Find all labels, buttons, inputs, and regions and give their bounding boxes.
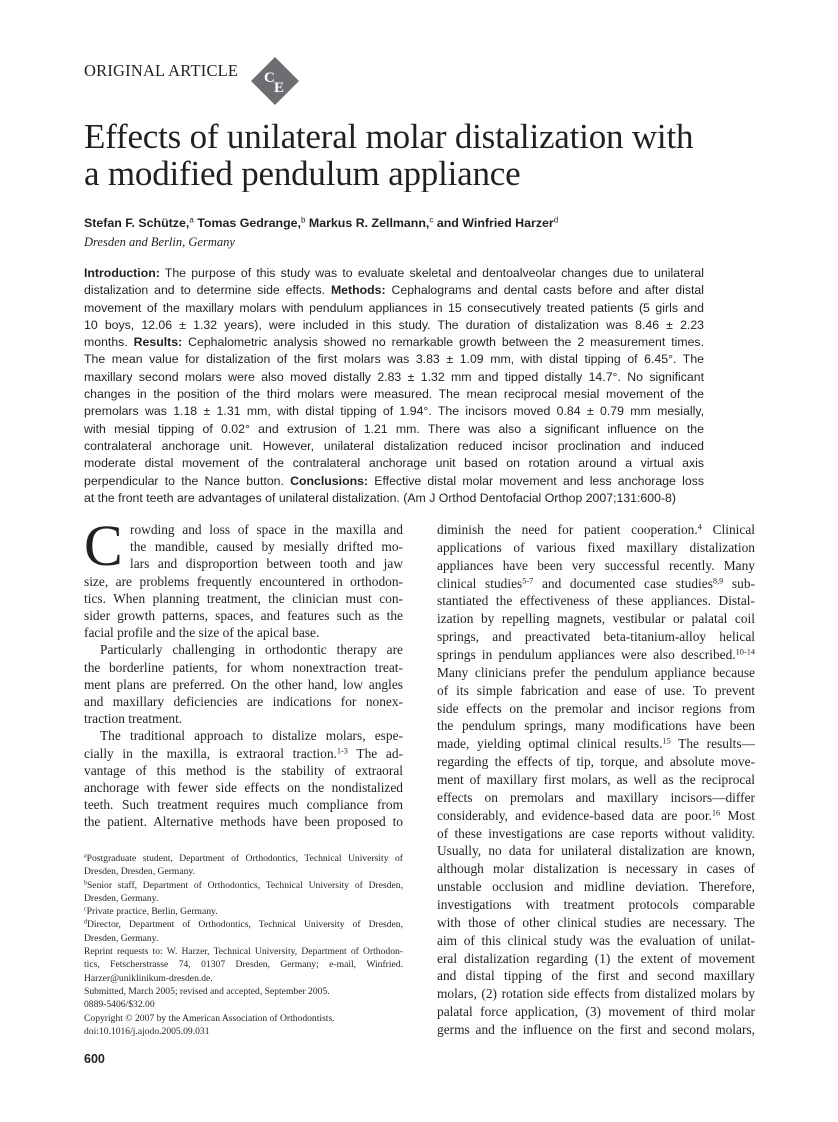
text-line bbox=[84, 985, 403, 998]
text-segment: movement of the maxillary molars with pendulum appliances in 15 consecutively treated patients (5 girls and bbox=[84, 300, 704, 315]
text-segment: springs, and preactivated beta-titanium-alloy helical bbox=[437, 629, 755, 645]
text-segment: rowding and loss of space in the maxilla and bbox=[130, 522, 403, 537]
author-sup: a bbox=[189, 215, 194, 225]
text-line bbox=[84, 958, 403, 971]
text-segment: clinical studies bbox=[437, 575, 523, 591]
text-segment: The ad- bbox=[347, 745, 403, 761]
text-line bbox=[437, 664, 755, 682]
text-segment: springs in pendulum appliances were also described. bbox=[437, 647, 736, 663]
text-segment: Effective distal molar movement and less anchorage loss bbox=[368, 473, 704, 488]
body-column-left bbox=[84, 521, 403, 831]
text-line bbox=[84, 369, 704, 386]
title-line: Effects of unilateral molar distalization with bbox=[84, 118, 694, 155]
text-line bbox=[84, 421, 704, 438]
text-segment: the pendulum springs, many modifications have been bbox=[437, 718, 755, 734]
citation-superscript: a bbox=[84, 853, 87, 860]
text-line bbox=[437, 592, 755, 610]
text-line bbox=[84, 386, 704, 403]
text-line bbox=[130, 521, 403, 538]
text-line bbox=[84, 710, 403, 727]
text-segment: Cephalograms and dental casts before and after distal bbox=[385, 283, 704, 298]
text-line bbox=[84, 745, 403, 762]
text-line bbox=[84, 905, 403, 918]
text-line bbox=[437, 950, 755, 968]
text-line bbox=[437, 628, 755, 646]
citation-superscript: 8,9 bbox=[712, 576, 724, 586]
text-segment: with mesial tipping of 0.02° and extrusion of 1.21 mm. There was also a significant influence on the bbox=[84, 421, 704, 436]
text-segment: changes in the position of the third molars were measured. The mean reciprocal mesial movement of the bbox=[84, 387, 704, 402]
abstract bbox=[84, 265, 704, 507]
drop-cap: C bbox=[84, 513, 123, 578]
text-segment: of these investigations are case reports without validity. bbox=[437, 825, 755, 841]
text-segment: Senior staff, Department of Orthodontics, Technical University of Dresden, bbox=[86, 879, 403, 891]
page-number: 600 bbox=[84, 1052, 105, 1066]
text-line bbox=[84, 865, 403, 878]
text-segment: months. bbox=[84, 335, 134, 350]
text-line bbox=[437, 539, 755, 557]
author: and Winfried Harzer bbox=[433, 216, 554, 230]
text-line bbox=[84, 403, 704, 420]
text-line bbox=[84, 282, 704, 299]
text-line bbox=[437, 914, 755, 932]
text-line bbox=[437, 610, 755, 628]
text-line bbox=[84, 659, 403, 676]
text-line bbox=[84, 945, 403, 958]
text-line bbox=[84, 813, 403, 830]
citation-superscript: 4 bbox=[697, 522, 702, 532]
text-line bbox=[84, 932, 403, 945]
text-segment: stantiated the effectiveness of these appliances. Distal- bbox=[437, 593, 755, 609]
text-line bbox=[84, 607, 403, 624]
text-segment: lars and disproportion between tooth and jaw bbox=[130, 556, 403, 572]
continuing-education-logo bbox=[250, 56, 300, 106]
text-segment: Harzer@uniklinikum-dresden.de. bbox=[84, 972, 213, 984]
text-segment: Cephalometric analysis showed no remarkable growth between the 2 measurement times. bbox=[182, 335, 704, 350]
text-segment: perpendicular to the Nance button. bbox=[84, 473, 291, 488]
text-segment: anchorage with fewer side effects on the nondistalized bbox=[84, 780, 403, 796]
text-line bbox=[437, 825, 755, 843]
text-segment: the patient. Alternative methods have been proposed to bbox=[84, 814, 403, 830]
footnotes bbox=[84, 852, 403, 1038]
text-segment: regarding the effects of tip, torque, and absolute move- bbox=[437, 754, 755, 770]
text-segment: made, yielding optimal clinical results. bbox=[437, 736, 663, 752]
text-segment: side effects on the premolar and incisor regions from bbox=[437, 700, 755, 716]
text-segment: ment of maxillary first molars, as well as the reciprocal bbox=[437, 772, 755, 788]
text-segment: 10 boys, 12.06 ± 1.32 years), were included in this study. The duration of distalization was 8.46 ± 2.23 bbox=[84, 317, 704, 332]
text-line bbox=[437, 521, 755, 539]
text-segment: the mandible, caused by mesially drifted mo- bbox=[130, 539, 403, 555]
citation-superscript: 15 bbox=[662, 736, 671, 746]
text-line bbox=[84, 892, 403, 905]
text-line bbox=[437, 878, 755, 896]
text-line bbox=[84, 317, 704, 334]
text-line bbox=[437, 967, 755, 985]
text-segment: moderate distal movement of the contralateral anchorage unit based on rotation around a virtual axis bbox=[84, 456, 704, 471]
text-segment: unstable occlusion and midline deviation. Therefore, bbox=[437, 879, 755, 895]
text-segment: Reprint requests to: W. Harzer, Technical University, Department of Orthodon- bbox=[84, 946, 403, 958]
text-line bbox=[84, 796, 403, 813]
text-segment: Private practice, Berlin, Germany. bbox=[86, 906, 218, 918]
text-segment: premolars was 1.18 ± 1.31 mm, with distal tipping of 1.94°. The incisors moved 0.84 ± 0.79 mm mesially, bbox=[84, 404, 704, 419]
text-line bbox=[437, 753, 755, 771]
text-segment: Clinical bbox=[701, 522, 755, 537]
text-segment: investigations with treatment protocols comparable bbox=[437, 897, 755, 913]
text-segment: tics. When planning treatment, the clinician must con- bbox=[84, 590, 403, 606]
text-segment: and distal tipping of the first and second maxillary bbox=[437, 968, 755, 984]
text-line bbox=[84, 473, 704, 490]
text-segment: cially in the maxilla, is extraoral traction. bbox=[84, 745, 337, 761]
text-line bbox=[84, 334, 704, 351]
title-line: a modified pendulum appliance bbox=[84, 155, 521, 192]
text-segment: Copyright © 2007 by the American Association of Orthodontists. bbox=[84, 1012, 335, 1024]
section-heading: Methods: bbox=[330, 283, 386, 298]
text-line bbox=[437, 771, 755, 789]
text-line bbox=[437, 1003, 755, 1021]
author: Tomas Gedrange, bbox=[193, 216, 301, 230]
affiliation: Dresden and Berlin, Germany bbox=[84, 235, 235, 249]
text-line bbox=[84, 879, 403, 892]
text-line bbox=[84, 641, 403, 658]
text-line bbox=[84, 438, 704, 455]
text-segment: 0889-5406/$32.00 bbox=[84, 999, 155, 1011]
text-segment: facial profile and the size of the apical base. bbox=[84, 625, 320, 641]
text-segment: Particularly challenging in orthodontic therapy are bbox=[100, 642, 403, 658]
citation-superscript: b bbox=[84, 880, 87, 887]
text-segment: The mean value for distalization of the first molars was 3.83 ± 1.09 mm, with distal tipping of 6.45°. The bbox=[84, 352, 704, 367]
text-segment: traction treatment. bbox=[84, 711, 183, 727]
svg-text:E: E bbox=[274, 80, 285, 96]
text-line bbox=[437, 717, 755, 735]
text-line bbox=[437, 985, 755, 1003]
section-heading: Conclusions: bbox=[290, 473, 369, 488]
text-line bbox=[437, 789, 755, 807]
text-line bbox=[437, 896, 755, 914]
text-line bbox=[84, 918, 403, 931]
text-segment: effects on premolars and maxillary incisors—differ bbox=[437, 789, 755, 805]
text-line bbox=[84, 590, 403, 607]
text-line bbox=[437, 1021, 755, 1039]
citation-superscript: 10-14 bbox=[735, 647, 755, 657]
text-segment: sub- bbox=[723, 575, 755, 591]
text-line bbox=[437, 557, 755, 575]
author: Markus R. Zellmann, bbox=[305, 216, 430, 230]
text-segment: germs and the influence on the first and second molars, bbox=[437, 1022, 755, 1038]
author-list bbox=[84, 216, 558, 230]
text-segment: Most bbox=[720, 807, 755, 823]
text-line bbox=[84, 300, 704, 317]
article-title bbox=[84, 118, 693, 192]
author-sup: c bbox=[429, 215, 434, 225]
text-line bbox=[437, 932, 755, 950]
author-sup: b bbox=[300, 215, 306, 225]
text-segment: the borderline patients, for whom nonextraction treat- bbox=[84, 659, 403, 675]
author-sup: d bbox=[553, 215, 559, 225]
text-line bbox=[437, 646, 755, 664]
text-line bbox=[84, 762, 403, 779]
text-segment: although molar distalization is necessary in cases of bbox=[437, 861, 755, 877]
text-line bbox=[437, 860, 755, 878]
section-heading: Results: bbox=[133, 335, 183, 350]
text-line bbox=[437, 682, 755, 700]
text-segment: ization by repelling magnets, vestibular or palatal coil bbox=[437, 611, 755, 627]
text-segment: Submitted, March 2005; revised and accepted, September 2005. bbox=[84, 985, 330, 997]
citation-superscript: c bbox=[84, 906, 87, 913]
svg-text:C: C bbox=[264, 70, 275, 86]
text-segment: palatal force application, (3) movement of third molar bbox=[437, 1004, 755, 1020]
text-line bbox=[437, 842, 755, 860]
text-segment: contralateral anchorage unit. However, unilateral distalization reduced incisor proclination and induced bbox=[84, 438, 704, 453]
text-segment: considerably, and evidence-based data are poor. bbox=[437, 807, 712, 823]
text-segment: ment plans are preferred. On the other hand, low angles bbox=[84, 676, 403, 692]
text-segment: Postgraduate student, Department of Orthodontics, Technical University of bbox=[86, 853, 403, 864]
text-segment: diminish the need for patient cooperation. bbox=[437, 522, 698, 537]
text-line bbox=[84, 490, 704, 507]
text-segment: and documented case studies bbox=[533, 575, 713, 591]
text-segment: Usually, no data for unilateral distalization are known, bbox=[437, 843, 755, 859]
text-line bbox=[437, 807, 755, 825]
text-segment: The traditional approach to distalize molars, espe- bbox=[100, 728, 403, 744]
text-segment: vantage of this method is the stability of extraoral bbox=[84, 762, 403, 778]
text-line bbox=[84, 573, 403, 590]
text-line bbox=[84, 1025, 403, 1038]
text-line bbox=[437, 575, 755, 593]
section-label: ORIGINAL ARTICLE bbox=[84, 61, 239, 80]
text-line bbox=[84, 624, 403, 641]
text-segment: of its simple fabrication and ease of use. To prevent bbox=[437, 682, 755, 698]
text-segment: The purpose of this study was to evaluate skeletal and dentoalveolar changes due to unilateral bbox=[159, 266, 704, 280]
body-column-right bbox=[437, 521, 755, 1039]
text-line bbox=[130, 538, 403, 555]
text-line bbox=[84, 265, 704, 282]
text-segment: molars, (2) rotation side effects from distalized molars by bbox=[437, 986, 755, 1002]
text-line bbox=[84, 676, 403, 693]
text-segment: The results— bbox=[670, 736, 755, 752]
text-line bbox=[130, 555, 403, 572]
citation-superscript: 16 bbox=[711, 808, 721, 818]
text-segment: Director, Department of Orthodontics, Technical University of Dresden, bbox=[86, 919, 403, 931]
text-line bbox=[437, 735, 755, 753]
text-line bbox=[84, 1012, 403, 1025]
text-segment: tics, Fetscherstrasse 74, 01307 Dresden, Germany; e-mail, Winfried. bbox=[84, 959, 403, 971]
text-segment: aim of this clinical study was the evaluation of unilat- bbox=[437, 932, 755, 948]
author: Stefan F. Schütze, bbox=[84, 216, 190, 230]
text-segment: at the front teeth are advantages of unilateral distalization. (Am J Orthod Dentofacial Orthop 2007;131:600-8) bbox=[84, 490, 676, 505]
text-segment: and maxillary deficiencies are indications for nonex- bbox=[84, 694, 403, 710]
text-line bbox=[84, 351, 704, 368]
text-segment: sider growth patterns, spaces, and features such as the bbox=[84, 608, 403, 624]
citation-superscript: d bbox=[84, 920, 87, 927]
text-segment: eral distalization regarding (1) the extent of movement bbox=[437, 950, 755, 966]
text-segment: maxillary second molars were also moved distally 2.83 ± 1.32 mm and tipped distally 14.7°. No significant bbox=[84, 369, 704, 384]
text-segment: Many clinicians prefer the pendulum appliance because bbox=[437, 664, 755, 680]
text-segment: Dresden, Germany. bbox=[84, 932, 159, 944]
text-segment: size, are problems frequently encountered in orthodon- bbox=[84, 573, 403, 589]
text-segment: with those of other clinical studies are necessary. The bbox=[437, 914, 755, 930]
text-line bbox=[84, 972, 403, 985]
text-segment: distalization and to determine side effects. bbox=[84, 283, 331, 298]
text-segment: appliances have been very successful recently. Many bbox=[437, 557, 755, 573]
text-line bbox=[84, 779, 403, 796]
text-line bbox=[437, 700, 755, 718]
text-line bbox=[84, 852, 403, 865]
text-segment: doi:10.1016/j.ajodo.2005.09.031 bbox=[84, 1025, 210, 1037]
text-segment: Dresden, Dresden, Germany. bbox=[84, 866, 195, 878]
citation-superscript: 5-7 bbox=[522, 576, 534, 586]
text-segment: applications of various fixed maxillary distalization bbox=[437, 539, 755, 555]
citation-superscript: 1-3 bbox=[336, 746, 348, 756]
text-line bbox=[84, 727, 403, 744]
text-line bbox=[84, 693, 403, 710]
text-segment: teeth. Such treatment requires much compliance from bbox=[84, 797, 403, 813]
text-segment: Dresden, Germany. bbox=[84, 892, 159, 904]
text-line bbox=[84, 998, 403, 1011]
section-heading: Introduction: bbox=[84, 266, 160, 280]
text-line bbox=[84, 455, 704, 472]
